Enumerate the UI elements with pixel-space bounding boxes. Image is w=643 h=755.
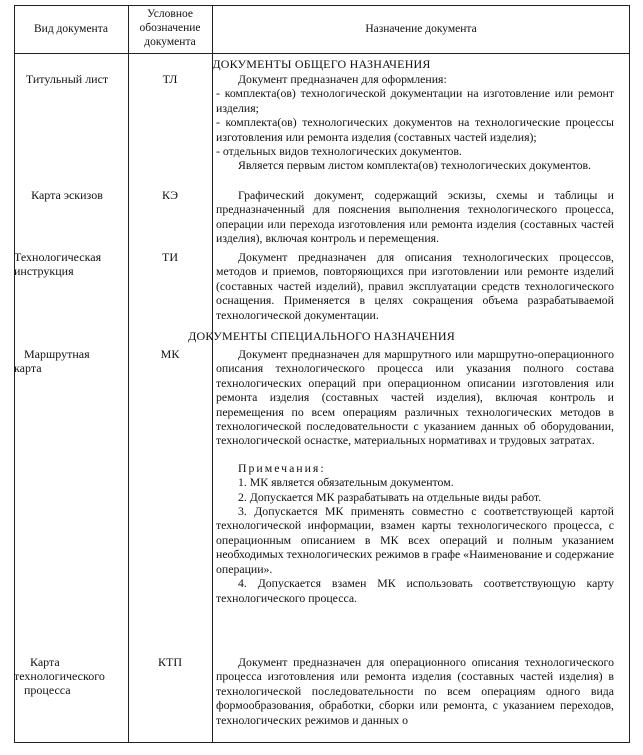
mk-note-2: 2. Допускается МК разрабатывать на отдельные виды работ. [238,489,542,504]
doc-name-mk-line-1: Маршрутная [24,347,90,361]
table-bottom-rule [14,742,630,743]
doc-name-ke: Карта эскизов [31,188,103,202]
header-type: Вид документа [34,23,108,35]
doc-code-ke: КЭ [161,188,179,202]
doc-name-mk-line-2: карта [14,361,42,376]
ktp-paragraph-1: Документ предназначен для операционного описания технологического процесса изготовления или ремонта изделия (составных частей изделия) в технологической последовательности по всем операциям одного вида формообразования, обработки, сборки или ремонта, с указанием переходов, технологических режимов и данных о [216,655,614,727]
mk-note-4: 4. Допускается взамен МК использовать соответствующую карту технологического процесса. [216,576,614,605]
doc-name-ti [14,250,126,278]
tl-paragraph-2: - комплекта(ов) технологической документации на изготовление или ремонт изделия; [216,86,614,115]
doc-purpose-ke [216,188,614,246]
ti-paragraph-1: Документ предназначен для описания технологических процессов, методов и приемов, повторяющихся при изготовлении или ремонте изделий (составных частей изделий), правил эксплуатации средств технологического оснащения. Применяется в целях сокращения объема разрабатываемой технологической документации. [216,250,614,322]
doc-name-ktp-line-2: технологического [14,669,105,684]
doc-purpose-ktp [216,655,614,727]
tl-paragraph-1: Документ предназначен для оформления: [238,72,447,86]
mk-note-1: 1. МК является обязательным документом. [238,475,454,490]
section-general-heading: ДОКУМЕНТЫ ОБЩЕГО НАЗНАЧЕНИЯ [212,57,431,71]
header-code-line-3: документа [144,36,196,48]
doc-purpose-tl [216,72,614,173]
doc-code-mk: МК [160,347,180,361]
mk-notes-title: Примечания: [238,460,326,475]
table-top-rule [14,5,630,6]
tl-paragraph-4: - отдельных видов технологических документов. [216,144,462,159]
header-bottom-rule [14,53,630,54]
table-right-border [629,5,630,743]
tl-paragraph-3: - комплекта(ов) технологических документов на технологические процессы изготовления или ремонта изделия (составных частей изделия); [216,115,614,144]
ke-paragraph-1: Графический документ, содержащий эскизы, схемы и таблицы и предназначенный для пояснения выполнения технологического процесса, операции или перехода изготовления или ремонта изделия (составных частей изделия), включая контроль и перемещения. [216,188,614,246]
column-divider-2 [212,5,213,743]
doc-name-tl: Титульный лист [25,72,109,86]
doc-name-ktp [14,655,136,698]
doc-code-ti: ТИ [162,250,178,264]
doc-name-ti-line-2: инструкция [14,264,74,279]
header-code-line-2: обозначение [139,22,201,34]
doc-purpose-mk [216,347,614,605]
doc-name-ti-line-1: Технологическая [14,250,102,264]
header-purpose: Назначение документа [365,23,477,35]
doc-name-mk [14,347,136,376]
section-special-heading: ДОКУМЕНТЫ СПЕЦИАЛЬНОГО НАЗНАЧЕНИЯ [188,329,455,343]
doc-name-ktp-line-3: процесса [24,683,71,698]
mk-note-3: 3. Допускается МК применять совместно с соответствующей картой технологической информации, взамен карты технологического процесса, с операционным описанием в МК всех операций и полным указанием необходимых технологических режимов в графе «Наименование и содержание операции». [216,504,614,576]
doc-code-tl: ТЛ [162,72,178,86]
doc-code-ktp: КТП [158,655,182,669]
doc-purpose-ti [216,250,614,322]
tl-paragraph-5: Является первым листом комплекта(ов) технологических документов. [238,158,592,173]
header-code-line-1: Условное [147,8,193,20]
doc-name-ktp-line-1: Карта [30,655,60,669]
mk-paragraph-1: Документ предназначен для маршрутного или маршрутно-операционного описания технологического процесса или указания полного состава технологических операций при операционном описании изготовления или ремонта изделия (составных частей изделия), включая контроль и перемещения по всем операциям различных технологических методов в технологической последовательности с указанием данных об оборудовании, технологической оснастке, материальных нормативах и трудовых затратах. [216,347,614,448]
